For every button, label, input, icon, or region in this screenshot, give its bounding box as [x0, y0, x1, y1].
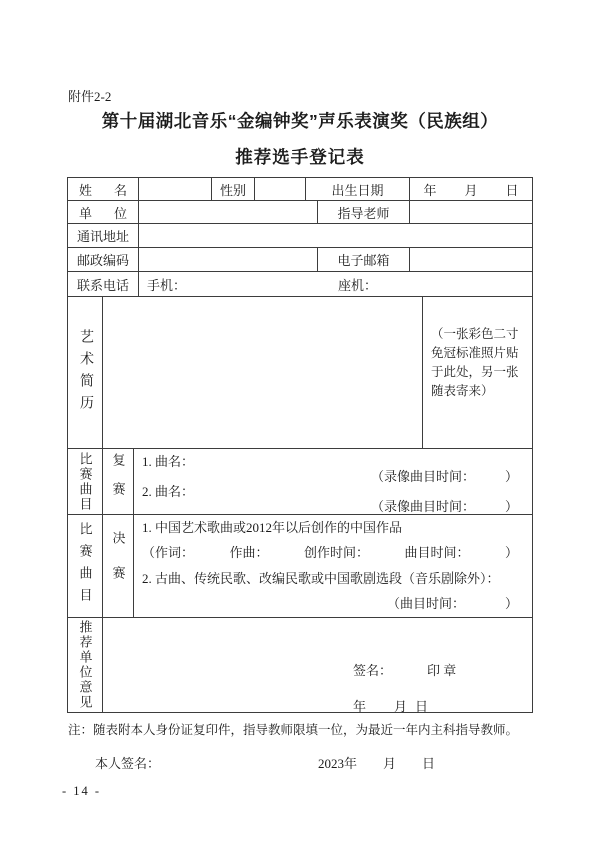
final-item1-credits: （作词： 作曲： 创作时间： 曲目时间： ）: [142, 545, 518, 561]
semifinal-item2-label: 2. 曲名：: [142, 484, 195, 499]
mobile-label: 手机：: [147, 277, 187, 293]
sign-date: 2023年 月 日: [318, 756, 436, 771]
postal-value-cell: [139, 248, 318, 271]
seal-label: 印 章: [427, 663, 457, 678]
table-row-semifinal: [68, 449, 532, 515]
table-row-basic-2: [68, 201, 532, 224]
semifinal-round-cell: [103, 449, 134, 514]
recommendation-content-cell: [103, 618, 532, 712]
recommendation-label-cell: [68, 618, 103, 712]
final-item2-time: （曲目时间： ）: [386, 595, 518, 611]
name-value-cell: [139, 178, 212, 200]
table-row-postal-email: [68, 248, 532, 272]
semifinal-section-label: 比赛曲目: [77, 451, 93, 512]
table-row-resume: [68, 297, 532, 449]
photo-note-cell: [423, 297, 532, 448]
landline-label: 座机：: [338, 277, 378, 293]
semifinal-section-cell: [68, 449, 103, 514]
document-title-line1: 第十届湖北音乐“金编钟奖”声乐表演奖（民族组）: [101, 111, 499, 131]
footnote: 注：随表附本人身份证复印件，指导教师限填一位，为最近一年内主科指导教师。: [68, 723, 519, 737]
table-row-address: [68, 224, 532, 248]
gender-label: 性别: [219, 182, 246, 198]
recommendation-label: 推荐单位意见: [77, 620, 93, 710]
semifinal-round-label: 复赛: [110, 452, 126, 511]
phone-value-cell: [139, 272, 532, 296]
attachment-label: 附件2-2: [68, 89, 112, 104]
resume-value-cell: [103, 297, 423, 448]
final-section-cell: [68, 515, 103, 617]
recommendation-sign-line: 签名： 印 章: [353, 663, 457, 678]
postal-label-cell: [68, 248, 139, 271]
address-value-cell: [139, 224, 532, 247]
email-label: 电子邮箱: [337, 253, 390, 268]
name-label-cell: [68, 178, 139, 200]
registration-form-table: [67, 177, 533, 713]
birth-value-cell: [410, 178, 532, 200]
semifinal-item2-time: （录像曲目时间： ）: [370, 499, 518, 514]
birth-label-cell: [306, 178, 410, 200]
teacher-label: 指导老师: [337, 205, 390, 221]
self-sign-label: 本人签名：: [95, 756, 161, 771]
final-section-label: 比赛曲目: [77, 522, 93, 610]
name-label: 姓名: [79, 182, 127, 198]
address-label-cell: [68, 224, 139, 247]
unit-label: 单位: [79, 205, 127, 221]
photo-note-text: （一张彩色二寸免冠标准照片贴于此处，另一张随表寄来）: [431, 327, 519, 398]
birth-year-label: 年: [423, 182, 437, 198]
birth-label: 出生日期: [331, 182, 384, 198]
table-row-basic-1: [68, 178, 532, 201]
phone-label-cell: [68, 272, 139, 296]
unit-label-cell: [68, 201, 139, 223]
table-row-phone: [68, 272, 532, 297]
email-label-cell: [318, 248, 410, 271]
recommendation-date-line: 年 月 日: [353, 699, 429, 712]
final-item1-label: 1. 中国艺术歌曲或2012年以后创作的中国作品: [142, 520, 403, 535]
resume-label: 艺术简历: [78, 328, 93, 417]
final-content-cell: [134, 515, 532, 617]
phone-label: 联系电话: [76, 277, 129, 293]
self-signature-row: [0, 753, 600, 771]
semifinal-content-cell: [134, 449, 532, 514]
final-round-cell: [103, 515, 134, 617]
final-item2-label: 2. 古曲、传统民歌、改编民歌或中国歌剧选段（音乐剧除外）：: [142, 570, 500, 586]
table-row-recommendation: [68, 618, 532, 712]
birth-month-label: 月: [464, 182, 478, 198]
address-label: 通讯地址: [76, 229, 129, 244]
resume-label-cell: [68, 297, 103, 448]
semifinal-item1-label: 1. 曲名：: [142, 454, 195, 469]
email-value-cell: [410, 248, 532, 271]
semifinal-item1-time: （录像曲目时间： ）: [370, 469, 518, 484]
table-row-final: [68, 515, 532, 618]
birth-day-label: 日: [505, 182, 519, 198]
unit-value-cell: [139, 201, 318, 223]
page-number: - 14 -: [62, 784, 102, 798]
gender-value-cell: [255, 178, 306, 200]
teacher-value-cell: [410, 201, 532, 223]
postal-label: 邮政编码: [76, 253, 129, 268]
teacher-label-cell: [318, 201, 410, 223]
final-round-label: 决赛: [110, 531, 126, 601]
gender-label-cell: [212, 178, 255, 200]
document-title-line2: 推荐选手登记表: [235, 147, 365, 167]
